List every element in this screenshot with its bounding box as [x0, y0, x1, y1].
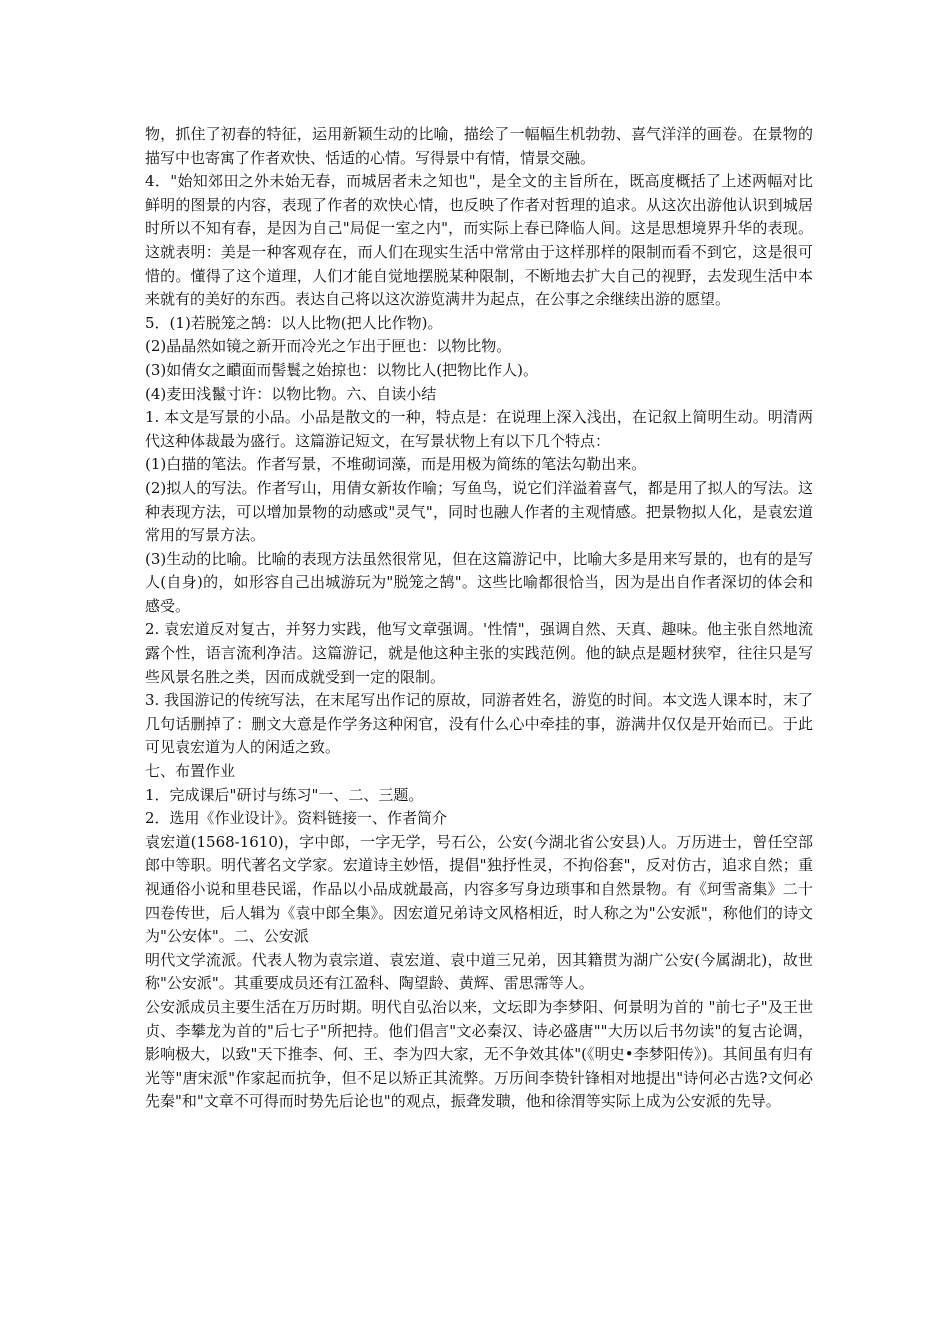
paragraph-author-bio: 袁宏道(1568-1610)，字中郎，一字无学，号石公，公安(今湖北省公安县)人。万历进士，曾任空部郎中等职。明代著名文学家。宏道诗主妙悟，提倡"独抒性灵，不拘俗套"，反对仿古，追求自然；重视通俗小说和里巷民谣，作品以小品成就最高，内容多写身边琐事和自然景物。有《珂雪斋集》二十四卷传世，后人辑为《袁中郎全集》。因宏道兄弟诗文风格相近，时人称之为"公安派"，称他们的诗文为"公安体"。二、公安派 — [145, 832, 813, 946]
paragraph-gongan-school: 明代文学流派。代表人物为袁宗道、袁宏道、袁中道三兄弟，因其籍贯为湖广公安(今属湖北)，故世称"公安派"。其重要成员还有江盈科、陶望龄、黄辉、雷思霈等人。 — [145, 950, 813, 993]
paragraph-summary-1-b: (2)拟人的写法。作者写山，用倩女新妆作喻；写鱼鸟，说它们洋溢着喜气，都是用了拟人的写法。这种表现方法，可以增加景物的动感或"灵气"，同时也融人作者的主观情感。把景物拟人化，是袁宏道常用的写景方法。 — [145, 478, 813, 545]
paragraph-point-5-4: (4)麦田浅鬣寸许：以物比物。六、自读小结 — [145, 384, 437, 403]
paragraph-homework-2: 2．选用《作业设计》。资料链接一、作者简介 — [145, 809, 448, 828]
paragraph-point-4: 4．"始知郊田之外未始无春，而城居者未之知也"，是全文的主旨所在，既高度概括了上述两幅对比鲜明的图景的内容，表现了作者的欢快心情，也反映了作者对哲理的追求。从这次出游他认识到城居时所以不知有春，是因为自己"局促一室之内"，而实际上春已降临人间。这是思想境界升华的表现。这就表明：美是一种客观存在，而人们在现实生活中常常由于这样那样的限制而看不到它，这是很可惜的。懂得了这个道理，人们才能自觉地摆脱某种限制，不断地去扩大自己的视野，去发现生活中本来就有的美好的东西。表达自己将以这次游览满井为起点，在公事之余继续出游的愿望。 — [145, 172, 813, 309]
document-body — [145, 123, 813, 1114]
paragraph-point-5-3: (3)如倩女之靧面而髻鬟之始掠也：以物比人(把物比作人)。 — [145, 360, 538, 379]
paragraph-gongan-members: 公安派成员主要生活在万历时期。明代自弘治以来，文坛即为李梦阳、何景明为首的 "前七子"及王世贞、李攀龙为首的"后七子"所把持。他们倡言"文必秦汉、诗必盛唐""大历以后书勿读"的复古论调，影响极大，以致"天下推李、何、王、李为四大家，无不争效其体"(《明史•李梦阳传》)。其间虽有归有光等"唐宋派"作家起而抗争，但不足以矫正其流弊。万历间李贽针锋相对地提出"诗何必古选?文何必先秦"和"文章不可得而时势先后论也"的观点，振聋发聩，他和徐渭等实际上成为公安派的先导。 — [145, 997, 813, 1111]
paragraph-point-5-2: (2)晶晶然如镜之新开而冷光之乍出于匣也：以物比物。 — [145, 337, 512, 356]
paragraph-summary-1-c: (3)生动的比喻。比喻的表现方法虽然很常见，但在这篇游记中，比喻大多是用来写景的，也有的是写人(自身)的，如形容自己出城游玩为"脱笼之鹄"。这些比喻都很恰当，因为是出自作者深切的体会和感受。 — [145, 549, 813, 615]
paragraph-summary-1: 1. 本文是写景的小品。小品是散文的一种，特点是：在说理上深入浅出，在记叙上简明生动。明清两代这种体裁最为盛行。这篇游记短文，在写景状物上有以下几个特点： — [145, 408, 813, 450]
paragraph-homework-1: 1．完成课后"研讨与练习"一、二、三题。 — [145, 785, 424, 804]
paragraph-point-5-1: 5．(1)若脱笼之鹄：以人比物(把人比作物)。 — [145, 313, 443, 332]
paragraph-intro-continued: 物，抓住了初春的特征，运用新颖生动的比喻，描绘了一幅幅生机勃勃、喜气洋洋的画卷。在景物的描写中也寄寓了作者欢快、恬适的心情。写得景中有情，情景交融。 — [145, 125, 813, 167]
paragraph-summary-3: 3. 我国游记的传统写法，在末尾写出作记的原故，同游者姓名，游览的时间。本文选人课本时，末了几句话删掉了：删文大意是作学务这种闲官，没有什么心中牵挂的事，游满井仅仅是开始而已。于此可见袁宏道为人的闲适之致。 — [145, 691, 813, 757]
paragraph-summary-2: 2. 袁宏道反对复古，并努力实践，他写文章强调。'性情"，强调自然、天真、趣味。他主张自然地流露个性，语言流利净洁。这篇游记，就是他这种主张的实践范例。他的缺点是题材狭窄，往往只是写些风景名胜之类，因而成就受到一定的限制。 — [145, 620, 813, 686]
paragraph-summary-1-a: (1)白描的笔法。作者写景，不堆砌词藻，而是用极为简练的笔法勾勒出来。 — [145, 455, 647, 474]
section-heading-homework: 七、布置作业 — [145, 762, 236, 781]
